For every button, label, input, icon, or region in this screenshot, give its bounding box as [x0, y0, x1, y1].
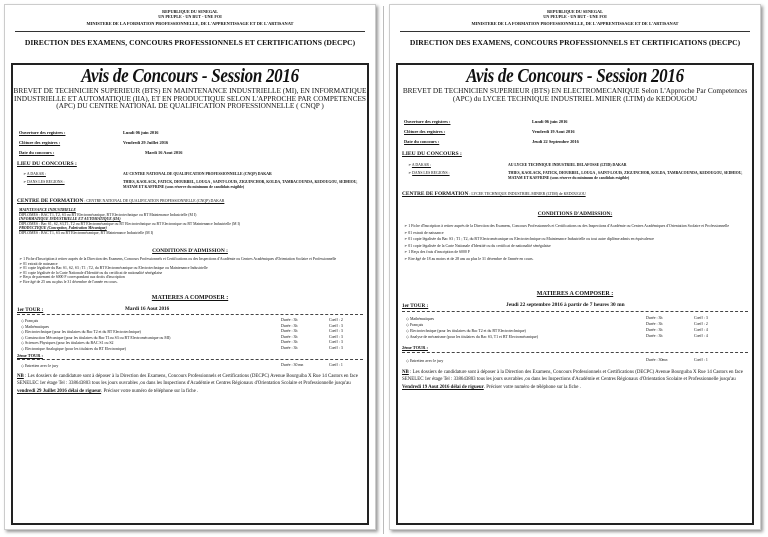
- matiere-francais-coeff: Coeff : 2: [329, 318, 343, 322]
- date-opening-label: Ouverture des registres :: [404, 119, 451, 124]
- filiere-iia-diplomes: DIPLOMES : Bac S1, S2, S3,T1, T2 ou BT Electromécanique ou BT Electrotechnique ou BT Electronique ou BT Maintenance Industrielle (M I): [19, 221, 240, 226]
- matiere-electronique-coeff: Coeff : 3: [329, 345, 343, 350]
- condition-item: ➢ 1 Fiche d'Inscription à retirer auprès de la Direction des Examens, Concours Professionnels et Certifications ou des Inspections d'Académie ou Centres Académiques d'Orientation Scolaire et Professionnelle: [19, 257, 337, 261]
- lieu-dakar-value: AU CENTRE NATIONAL DE QUALIFICATION PROFESSIONNELLE (CNQP) DAKAR: [123, 172, 272, 176]
- condition-item: ➢ Reçu de paiement de 6000 F correspondant aux droits d'inscription: [19, 275, 125, 280]
- lieu-dakar-label: ➢ A DAKAR :: [23, 172, 46, 176]
- filiere-prod-name: PRODUCTIQUE (Conception, Fabrication Mécanique): [19, 226, 107, 231]
- condition-item: ➢ 01 copie légalisée de la Carte Nationale d'Identité ou du certificat de nationalité sénégalaise: [404, 243, 551, 248]
- condition-item: ➢ 01 copie légalisée de la Carte Nationale d'Identité ou du certificat de nationalité sénégalaise: [19, 270, 163, 275]
- lieu-dakar-label: ➢ A DAKAR :: [408, 163, 431, 167]
- matiere-francais-duree: Durée : 3h: [646, 322, 663, 326]
- date-closing-value: Vendredi 19 Aout 2016: [532, 129, 575, 134]
- tour1-separator: [17, 314, 363, 315]
- header-separator: [400, 31, 750, 32]
- entretien: ◇ Entretien avec le jury: [406, 359, 444, 363]
- avis-title: Avis de Concours - Session 2016: [466, 64, 684, 87]
- direction-name: DIRECTION DES EXAMENS, CONCOURS PROFESSIONNELS ET CERTIFICATIONS (DECPC): [409, 38, 741, 47]
- program-subtitle: BREVET DE TECHNICIEN SUPERIEUR (BTS) EN MAINTENANCE INDUSTRIELLE (MI), EN INFORMATIQUE INDUSTRIELLE ET AUTOMATIQUE (IIA), ET EN PRODUCTIQUE SELON L'APPROCHE PAR COMPETENCES (APC) DU CENTRE NATIONAL DE QUALIFICATION PROFESSIONNELLE ( CNQP ): [13, 86, 367, 111]
- ministry-name: MINISTERE DE LA FORMATION PROFESSIONNELLE, DE L'APPRENTISSAGE ET DE L'ARTISANAT: [86, 21, 294, 26]
- entretien-duree: Durée : 30 mn: [281, 363, 304, 367]
- header-separator: [15, 31, 365, 32]
- republic-header: [5, 9, 375, 19]
- date-exam-label: Date du concours :: [19, 150, 55, 155]
- conditions-list: [404, 223, 748, 263]
- condition-item: ➢ Etre âgé de 25 ans au plus le 31 décembre de l'année en cours.: [19, 279, 118, 284]
- entretien-coeff: Coeff : 1: [329, 363, 343, 367]
- matiere-francais: ◇ Français: [21, 319, 39, 323]
- date-opening-value: Lundi 06 juin 2016: [532, 119, 568, 124]
- condition-item: ➢ 1 Reçu des frais d'inscription de 6000 F: [404, 250, 470, 255]
- matiere-maths-coeff: Coeff : 3: [329, 323, 343, 328]
- nb-note: NB : Les dossiers de candidature sont à déposer à la Direction des Examens, Concours Professionnels et Certifications (DECPC) Avenue Bourguiba X Rue 14 Castors en face SENELEC 1er étage Tel : 338643803 tous les jours ouvrables ,ou dans les Inspections d'Académie et Centres Régionaux d'Orientation Scolaire et Professionnelle jusqu'au vendredi 29 Juillet 2016 délai de rigueur. Préciser votre numéro de téléphone sur la fiche .: [17, 374, 358, 394]
- ministry-name: MINISTERE DE LA FORMATION PROFESSIONNELLE, DE L'APPRENTISSAGE ET DE L'ARTISANAT: [471, 21, 679, 26]
- conditions-list: [19, 257, 363, 285]
- condition-item: ➢ 1 Fiche d'Inscription à retirer auprès de la Direction des Examens, Concours Professionnels et Certifications ou des Inspections d'Académie ou Centres Académiques d'Orientation Scolaire et Professionnelle: [404, 224, 730, 228]
- centre-formation: CENTRE DE FORMATION : CENTRE NATIONAL DE QUALIFICATION PROFESSIONNELLE (CNQP) DAKAR: [17, 198, 225, 204]
- lieu-dakar-value: AU LYCEE TECHNIQUE INDUSTRIEL DELAFOSSE (LTID) DAKAR: [508, 163, 627, 167]
- condition-item: ➢ 01 copie légalisée du Bac S1, S2, S3 ; T1 ; T2, du BT Electromécanique ou Electrotechnique ou Maintenance Industrielle: [19, 266, 208, 271]
- centre-formation: CENTRE DE FORMATION : LYCEE TECHNIQUE INDUSTRIEL MINIER (LTIM) de KEDOUGOU: [402, 191, 586, 197]
- matieres-title: MATIERES A COMPOSER :: [151, 295, 229, 301]
- date-closing-value: Vendredi 29 Juillet 2016: [123, 140, 169, 145]
- tour1-label: 1er TOUR :: [402, 303, 429, 309]
- republic-name: REPUBLIQUE DU SENEGAL: [547, 9, 603, 14]
- date-closing-label: Clôture des registres :: [404, 129, 446, 134]
- filiere-iia-name: INFORMATIQUE INDUSTRIELLE ET AUTOMATIQUE (IIA): [19, 217, 121, 222]
- tour1-label: 1er TOUR :: [17, 307, 44, 313]
- entretien-duree: Durée : 30mn: [646, 358, 668, 362]
- direction-name: DIRECTION DES EXAMENS, CONCOURS PROFESSIONNELS ET CERTIFICATIONS (DECPC): [24, 38, 356, 47]
- filiere-mi: [19, 208, 363, 236]
- conditions-title: CONDITIONS D'ADMISSION:: [537, 211, 613, 217]
- conditions-title: CONDITIONS D'ADMISSION :: [152, 248, 228, 254]
- matiere-analyse-duree: Durée : 3h: [646, 334, 663, 338]
- matiere-construction-coeff: Coeff : 3: [329, 334, 343, 339]
- document-page-left: [4, 4, 376, 530]
- matiere-maths: ◇ Mathématiques: [406, 317, 434, 321]
- filiere-mi-name: MAINTENANCE INDUSTRIELLE: [19, 208, 76, 212]
- matiere-maths-coeff: Coeff : 3: [694, 316, 708, 320]
- republic-motto: UN PEUPLE - UN BUT - UNE FOI: [543, 14, 607, 19]
- matiere-electrotech-coeff: Coeff : 3: [329, 329, 343, 333]
- date-exam-value: Jeudi 22 Septembre 2016: [532, 139, 579, 144]
- lieu-regions-label: ➢ DANS LES REGIONS :: [408, 171, 450, 175]
- tour1-separator: [402, 311, 748, 312]
- matiere-construction-duree: Durée : 3h: [281, 334, 298, 339]
- tour1-date: Jeudi 22 septembre 2016 à partir de 7 heures 30 mn: [506, 302, 625, 308]
- nb-note: NB : Les dossiers de candidature sont à déposer à la Direction des Examens, Concours Professionnels et Certifications (DECPC) Avenue Bourguiba X Rue 14 Castors en face SENELEC 1er étage Tel : 338643803 tous les jours ouvrables ,ou dans les Inspections d'Académie et Centres Régionaux d'Orientation Scolaire et Professionnelle jusqu'au Vendredi 19 Aout 2016 délai de rigueur. Préciser votre numéro de téléphone sur la fiche .: [402, 370, 743, 390]
- condition-item: ➢ 01 copie légalisée du Bac S3 ; T1 ; T2, du BT Electromécanique ou Electrotechnique ou Maintenance Industrielle ou tout autre diplôme admis en équivalence: [404, 237, 655, 242]
- condition-item: ➢ 01 extrait de naissance: [19, 261, 58, 266]
- matiere-electronique: ◇ Electronique Analogique (pour les titulaires du BT Electronique): [21, 346, 126, 351]
- entretien-coeff: Coeff : 1: [694, 358, 708, 362]
- matiere-francais: ◇ Français: [406, 323, 424, 327]
- tour1-date: Mardi 16 Aout 2016: [125, 306, 170, 312]
- lieu-title: LIEU DU CONCOURS :: [17, 161, 77, 167]
- matiere-francais-duree: Durée : 3h: [281, 318, 298, 322]
- matiere-electrotech-duree: Durée : 3h: [646, 328, 663, 332]
- tour2-separator: [402, 352, 748, 353]
- matiere-physique: ◇ Sciences Physiques (pour les titulaires du BAC S1 ou S2: [21, 341, 114, 345]
- date-opening-label: Ouverture des registres :: [19, 130, 66, 135]
- matiere-electrotech: ◇ Electrotechnique (pour les titulaires du Bac T2 et du BT Electrotechnique): [406, 329, 526, 333]
- matiere-electrotech-duree: Durée : 3h: [281, 329, 298, 333]
- matiere-analyse: ◇ Analyse de mécanisme (pour les titulaires du Bac S3, T1 et BT Electromécanique): [406, 335, 539, 339]
- tour2-separator: [17, 359, 363, 360]
- lieu-regions-label: ➢ DANS LES REGIONS :: [23, 180, 65, 184]
- document-page-right: [389, 4, 761, 530]
- matiere-maths-duree: Durée : 3h: [281, 323, 298, 328]
- republic-name: REPUBLIQUE DU SENEGAL: [162, 9, 218, 14]
- matiere-electrotech-coeff: Coeff : 4: [694, 328, 708, 332]
- condition-item: ➢ 01 extrait de naissance: [404, 230, 444, 235]
- matieres-title: MATIERES A COMPOSER :: [536, 291, 614, 297]
- tour2-label: 2ème TOUR :: [402, 345, 428, 350]
- program-subtitle: BREVET DE TECHNICIEN SUPERIEUR (BTS) EN ELECTROMECANIQUE Selon L'Approche Par Competences (APC) du LYCEE TECHNIQUE INDUSTRIEL MINIER (LTIM) de KEDOUGOU: [402, 86, 748, 103]
- matiere-analyse-coeff: Coeff : 4: [694, 334, 708, 338]
- matiere-physique-coeff: Coeff : 3: [329, 340, 343, 344]
- date-exam-label: Date du concours :: [404, 139, 440, 144]
- condition-item: ➢ Etre âgé de 18 au moins et de 28 ans au plus le 31 décembre de l'année en cours.: [404, 256, 534, 261]
- matiere-francais-coeff: Coeff : 2: [694, 322, 708, 326]
- matiere-maths-duree: Durée : 3h: [646, 316, 663, 320]
- tour2-label: 2ème TOUR :: [17, 353, 43, 358]
- lieu-regions-value: THIES, KAOLACK, FATICK, DIOURBEL, LOUGA , SAINT-LOUIS, ZIGUINCHOR, KOLDA, TAMBACOUNDA, KEDOUGOU, SEDHIOU, MATAM ET KAFFRINE (sous réserve du minimum de candidats exigible): [508, 171, 743, 180]
- republic-header: [390, 9, 760, 19]
- lieu-regions-value: THIES, KAOLACK, FATICK, DIOURBEL, LOUGA , SAINT-LOUIS, ZIGUINCHOR, KOLDA, TAMBACOUNDA, KEDOUGOU, SEDHIOU, MATAM ET KAFFRINE (sous réserve du minimum de candidats exigible): [123, 180, 358, 189]
- date-opening-value: Lundi 06 juin 2016: [123, 130, 159, 135]
- republic-motto: UN PEUPLE - UN BUT - UNE FOI: [158, 14, 222, 19]
- filiere-prod-diplomes: DIPLOMES : BAC T1, S3 ou BT Electromécanique, BT Maintenance Industrielle (M I): [19, 230, 154, 235]
- avis-title: Avis de Concours - Session 2016: [81, 64, 299, 87]
- lieu-title: LIEU DU CONCOURS :: [402, 151, 462, 157]
- matiere-electrotech: ◇ Electrotechnique (pour les titulaires du Bac T2 et du BT Electrotechnique): [21, 330, 141, 334]
- matiere-physique-duree: Durée : 3h: [281, 340, 298, 344]
- matiere-construction: ◇ Construction Mécanique (pour les titulaires du Bac T1ou S3 ou BT Electromécanique ou MI): [21, 335, 171, 340]
- entretien: ◇ Entretien avec le jury: [21, 364, 59, 368]
- page-divider: [383, 6, 384, 534]
- date-closing-label: Clôture des registres :: [19, 140, 61, 145]
- matiere-electronique-duree: Durée : 3h: [281, 345, 298, 350]
- filiere-mi-diplomes: DIPLOMES : BAC T1, T2, S3 ou BT Electromécanique, BT Electrotechnique ou BT Maintenance Industrielle (M I): [19, 212, 197, 217]
- matiere-maths: ◇ Mathématiques: [21, 324, 49, 329]
- date-exam-value: Mardi 16 Aout 2016: [145, 150, 183, 155]
